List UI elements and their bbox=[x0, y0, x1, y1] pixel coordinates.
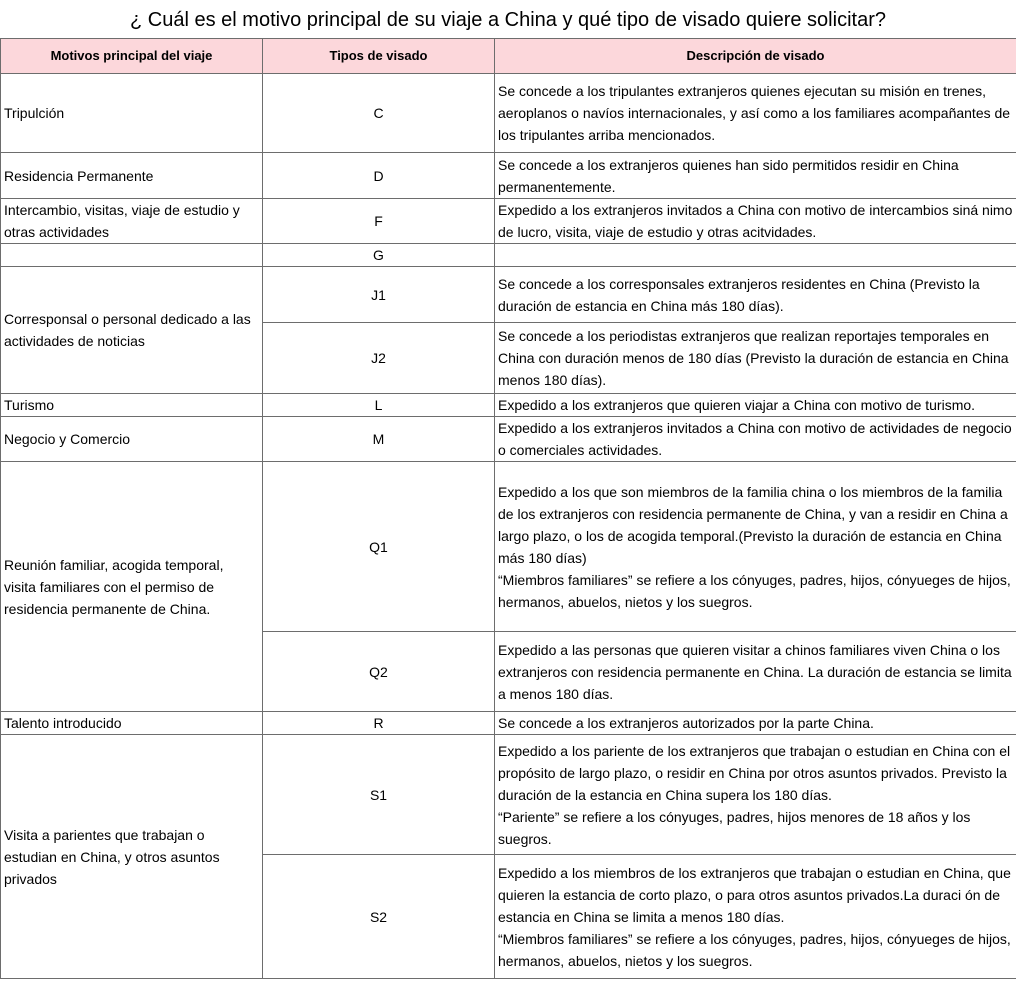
visa-description-cell: Expedido a los miembros de los extranjeros que trabajan o estudian en China, que quieren la estancia de corto plazo, o para otros asuntos privados.La duraci ón de estancia en China se limita a menos 180 días. “Miembros familiares” se refiere a los cónyuges, padres, hijos, cónyueges de hijos, hermanos, abuelos, nietos y los suegros. bbox=[495, 855, 1016, 979]
reason-cell: Talento introducido bbox=[1, 712, 263, 735]
visa-code-cell: S2 bbox=[263, 855, 495, 979]
visa-description-cell bbox=[495, 244, 1016, 267]
visa-description-cell: Expedido a los pariente de los extranjeros que trabajan o estudian en China con el propósito de largo plazo, o residir en China por otros asuntos privados. Previsto la duración de la estancia en China supera los 180 días. “Pariente” se refiere a los cónyuges, padres, hijos menores de 18 años y los suegros. bbox=[495, 735, 1016, 855]
table-row bbox=[1, 153, 1016, 199]
visa-description-cell: Se concede a los periodistas extranjeros que realizan reportajes temporales en China con duración menos de 180 días (Previsto la duración de estancia en China menos 180 días). bbox=[495, 323, 1016, 394]
visa-code-cell: J1 bbox=[263, 267, 495, 323]
visa-description-cell: Expedido a los extranjeros invitados a China con motivo de actividades de negocio o comerciales actividades. bbox=[495, 417, 1016, 462]
reason-cell: Corresponsal o personal dedicado a las actividades de noticias bbox=[1, 267, 263, 394]
table-row bbox=[1, 417, 1016, 462]
visa-code-cell: Q2 bbox=[263, 632, 495, 712]
reason-cell: Tripulción bbox=[1, 74, 263, 153]
header-reason: Motivos principal del viaje bbox=[1, 39, 263, 74]
visa-description-cell: Expedido a los extranjeros que quieren viajar a China con motivo de turismo. bbox=[495, 394, 1016, 417]
reason-cell: Residencia Permanente bbox=[1, 153, 263, 199]
table-row bbox=[1, 462, 1016, 632]
reason-cell: Turismo bbox=[1, 394, 263, 417]
visa-code-cell: S1 bbox=[263, 735, 495, 855]
header-visa-type: Tipos de visado bbox=[263, 39, 495, 74]
table-row bbox=[1, 394, 1016, 417]
reason-cell: Intercambio, visitas, viaje de estudio y otras actividades bbox=[1, 199, 263, 244]
visa-code-cell: Q1 bbox=[263, 462, 495, 632]
page-title: ¿ Cuál es el motivo principal de su viaje a China y qué tipo de visado quiere solicitar? bbox=[0, 0, 1016, 39]
reason-cell: Visita a parientes que trabajan o estudian en China, y otros asuntos privados bbox=[1, 735, 263, 979]
visa-description-cell: Se concede a los extranjeros autorizados por la parte China. bbox=[495, 712, 1016, 735]
visa-code-cell: J2 bbox=[263, 323, 495, 394]
reason-cell bbox=[1, 244, 263, 267]
visa-description-cell: Se concede a los corresponsales extranjeros residentes en China (Previsto la duración de estancia en China más 180 días). bbox=[495, 267, 1016, 323]
visa-code-cell: M bbox=[263, 417, 495, 462]
table-row bbox=[1, 267, 1016, 323]
visa-description-cell: Expedido a las personas que quieren visitar a chinos familiares viven China o los extranjeros con residencia permanente en China. La duración de estancia se limita a menos 180 días. bbox=[495, 632, 1016, 712]
visa-code-cell: R bbox=[263, 712, 495, 735]
visa-table bbox=[0, 38, 1016, 979]
visa-code-cell: C bbox=[263, 74, 495, 153]
visa-code-cell: G bbox=[263, 244, 495, 267]
table-row bbox=[1, 74, 1016, 153]
visa-code-cell: L bbox=[263, 394, 495, 417]
visa-code-cell: F bbox=[263, 199, 495, 244]
reason-cell: Reunión familiar, acogida temporal, visita familiares con el permiso de residencia permanente de China. bbox=[1, 462, 263, 712]
table-row bbox=[1, 735, 1016, 855]
visa-code-cell: D bbox=[263, 153, 495, 199]
reason-cell: Negocio y Comercio bbox=[1, 417, 263, 462]
visa-description-cell: Expedido a los extranjeros invitados a China con motivo de intercambios siná nimo de lucro, visita, viaje de estudio y otras acitvidades. bbox=[495, 199, 1016, 244]
table-row bbox=[1, 712, 1016, 735]
visa-description-cell: Se concede a los extranjeros quienes han sido permitidos residir en China permanentemente. bbox=[495, 153, 1016, 199]
table-row bbox=[1, 199, 1016, 244]
table-row bbox=[1, 244, 1016, 267]
header-description: Descripción de visado bbox=[495, 39, 1016, 74]
visa-description-cell: Expedido a los que son miembros de la familia china o los miembros de la familia de los extranjeros con residencia permanente de China, y van a residir en China a largo plazo, o los de acogida temporal.(Previsto la duración de estancia en China más 180 días) “Miembros familiares” se refiere a los cónyuges, padres, hijos, cónyueges de hijos, hermanos, abuelos, nietos y los suegros. bbox=[495, 462, 1016, 632]
visa-description-cell: Se concede a los tripulantes extranjeros quienes ejecutan su misión en trenes, aeroplanos o navíos internacionales, y así como a los familiares acompañantes de los tripulantes arriba mencionados. bbox=[495, 74, 1016, 153]
table-header-row bbox=[1, 39, 1016, 74]
